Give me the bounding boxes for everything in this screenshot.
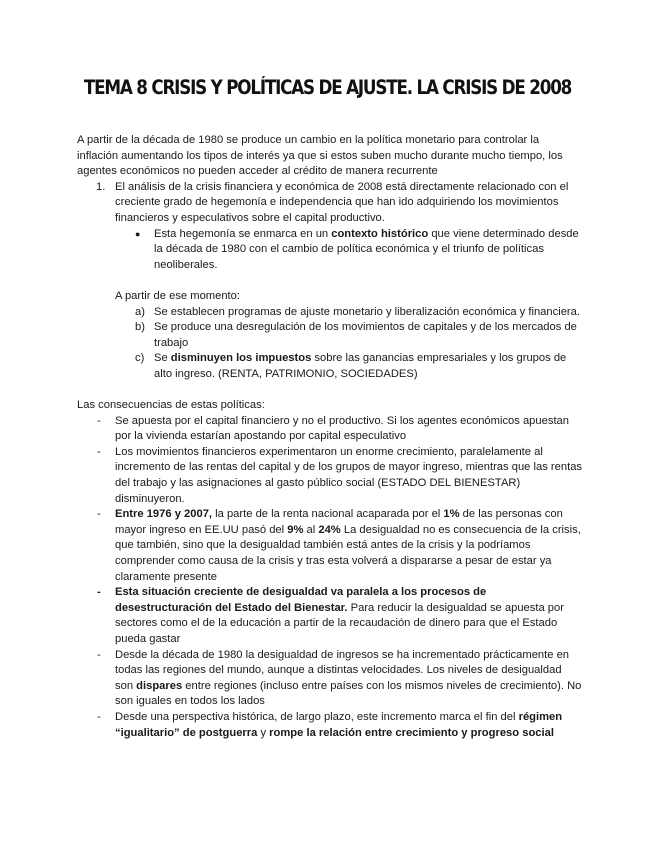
dash-text: Desde una perspectiva histórica, de largo plazo, este incremento marca el fin del <box>115 710 519 723</box>
bullet-icon: ● <box>135 228 141 239</box>
alpha-item-a <box>77 305 582 321</box>
dash-marker: - <box>97 445 101 458</box>
dash-marker: - <box>97 710 101 723</box>
dash-marker: - <box>97 508 101 521</box>
page-title: TEMA 8 CRISIS Y POLÍTICAS DE AJUSTE. LA CRISIS DE 2008 <box>83 76 572 99</box>
alpha-item-c <box>77 351 582 382</box>
alpha-item-text-start: Se <box>154 352 171 365</box>
dash-marker: - <box>97 586 101 599</box>
dash-bold: 1% <box>443 508 460 521</box>
bullet-text-start: Esta hegemonía se enmarca en un <box>154 227 332 240</box>
list-marker: c) <box>135 352 145 365</box>
alpha-item-text: Se establecen programas de ajuste monetario y liberalización económica y financiera. <box>154 305 580 318</box>
dash-bold: régimen “igualitario” de postguerra <box>115 710 563 739</box>
dash-item-2 <box>77 445 582 507</box>
dash-text: Desde la década de 1980 la desigualdad de ingresos se ha incrementado prácticamente en todas las regiones del mundo, aunque a distintas velocidades. Los niveles de desigualdad son <box>115 648 570 692</box>
document-body <box>77 133 582 741</box>
dash-text: de las personas con mayor ingreso en EE.UU pasó del <box>115 508 563 536</box>
dash-text: la parte de la renta nacional acaparada por el <box>212 508 444 521</box>
dash-marker: - <box>97 648 101 661</box>
dash-text: al <box>303 523 319 536</box>
bullet-text-bold: contexto histórico <box>331 227 429 240</box>
dash-item-5 <box>77 648 582 710</box>
numbered-item-1 <box>77 180 582 227</box>
list-marker: a) <box>135 305 145 318</box>
dash-bold: rompe la relación entre crecimiento y progreso social <box>269 726 554 739</box>
dash-bold: Esta situación creciente de desigualdad va paralela a los procesos de desestructuración del Estado del Bienestar. <box>115 586 487 614</box>
dash-bold: 9% <box>287 523 304 536</box>
dash-text: y <box>257 726 270 739</box>
dash-text: entre regiones (incluso entre países con los mismos niveles de crecimiento). No son iguales en todos los lados <box>115 679 582 708</box>
list-marker: 1. <box>96 180 106 193</box>
dash-bold: Entre 1976 y 2007, <box>115 508 213 521</box>
alpha-item-text: Se produce una desregulación de los movimientos de capitales y de los mercados de trabajo <box>154 321 577 349</box>
dash-item-3 <box>77 507 582 585</box>
alpha-item-text-bold: disminuyen los impuestos <box>170 352 312 365</box>
dash-marker: - <box>97 414 101 427</box>
dash-bold: 24% <box>318 523 341 536</box>
dash-bold: dispares <box>136 679 183 692</box>
alpha-item-b <box>77 320 582 351</box>
sub-intro: A partir de ese momento: <box>115 289 240 302</box>
list-marker: b) <box>135 321 145 334</box>
dash-item-4 <box>77 585 582 647</box>
dash-text: Para reducir la desigualdad se apuesta por sectores como el de la educación a partir de la recaudación de dinero para que el Estado pueda gastar <box>115 601 564 645</box>
dash-item-6 <box>77 710 582 741</box>
consequences-heading: Las consecuencias de estas políticas: <box>77 399 265 412</box>
bullet-text-end: que viene determinado desde la década de 1980 con el cambio de política económica y el triunfo de políticas neoliberales. <box>154 227 579 271</box>
numbered-item-text: El análisis de la crisis financiera y económica de 2008 está directamente relacionado con el creciente grado de hegemonía e independencia que han ido adquiriendo los movimientos financieros y especulativos sobre el capital productivo. <box>115 180 569 224</box>
dash-text: La desigualdad no es consecuencia de la crisis, que también, sino que la desigualdad también está antes de la crisis y la podríamos comprender como causa de la crisis y tras esta volverá a dispararse a pesar de estar ya claramente presente <box>115 523 581 583</box>
alpha-item-text-end: sobre las ganancias empresariales y los grupos de alto ingreso. (RENTA, PATRIMONIO, SOCIEDADES) <box>154 352 567 380</box>
dash-item-text: Se apuesta por el capital financiero y no el productivo. Si los agentes económicos apuestan por la vivienda estarían apostando por capital especulativo <box>115 414 569 443</box>
intro-paragraph: A partir de la década de 1980 se produce un cambio en la política monetario para controlar la inflación aumentando los tipos de interés ya que si estos suben mucho durante mucho tiempo, los agentes económicos no pueden acceder al crédito de manera recurrente <box>77 134 563 178</box>
bullet-item <box>77 227 582 274</box>
dash-item-text: Los movimientos financieros experimentaron un enorme crecimiento, paralelamente al incremento de las rentas del capital y de los grupos de mayor ingreso, mientras que las rentas del trabajo y las asignaciones al gasto público social (ESTADO DEL BIENESTAR) disminuyeron. <box>115 445 583 505</box>
dash-item-1 <box>77 414 582 445</box>
